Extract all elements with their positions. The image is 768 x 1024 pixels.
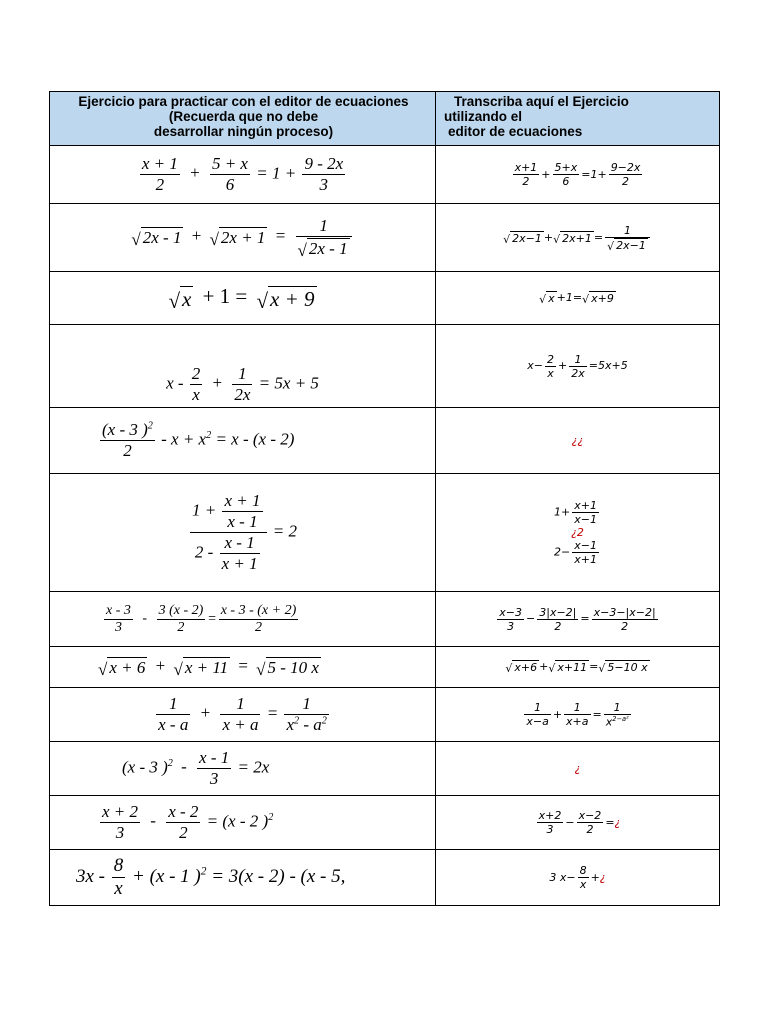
transcribed-equation bbox=[436, 499, 719, 566]
fraction bbox=[284, 694, 328, 735]
term: + (x - 1 ) bbox=[132, 865, 201, 887]
unrecognized-marker: ¿¿ bbox=[571, 434, 584, 447]
numerator: x + 2 bbox=[102, 802, 139, 821]
square-root: √ 5 - 10 x bbox=[256, 657, 319, 679]
fraction bbox=[157, 603, 206, 636]
header-right-line: Transcriba aquí el Ejercicio bbox=[454, 94, 629, 109]
fraction bbox=[605, 224, 650, 252]
numerator: 1 bbox=[319, 216, 328, 236]
exercise-equation bbox=[50, 688, 436, 742]
exercise-equation bbox=[50, 325, 436, 408]
exponent: 2 bbox=[167, 757, 173, 769]
table-row bbox=[50, 850, 720, 906]
square-root: √ x+9 bbox=[582, 292, 614, 306]
header-right bbox=[436, 92, 720, 146]
numerator: 1 bbox=[613, 700, 621, 714]
denominator: 3 bbox=[497, 619, 524, 633]
operator: + bbox=[558, 359, 568, 372]
table-row bbox=[50, 688, 720, 742]
fraction bbox=[545, 353, 556, 380]
radicand: 2x - 1 bbox=[142, 228, 182, 247]
denominator: 6 bbox=[553, 174, 580, 188]
denominator: 2 bbox=[577, 822, 604, 836]
denominator: 6 bbox=[210, 174, 250, 195]
operator: + bbox=[212, 373, 223, 393]
table-header-row bbox=[50, 92, 720, 146]
denominator: 3 bbox=[104, 619, 133, 636]
numerator: x−3−|x−2| bbox=[593, 605, 656, 619]
numerator: 1 bbox=[623, 223, 631, 237]
transcription-cell[interactable] bbox=[436, 474, 720, 592]
term: - x + x bbox=[161, 429, 207, 449]
fraction bbox=[140, 154, 180, 195]
denominator: x bbox=[545, 366, 556, 380]
numerator: x + 1 bbox=[141, 154, 178, 173]
header-left-line: Ejercicio para practicar con el editor de ecuaciones bbox=[78, 94, 409, 109]
fraction bbox=[577, 809, 604, 836]
exercise-equation bbox=[50, 272, 436, 325]
unrecognized-marker: ¿ bbox=[574, 762, 581, 775]
table-row bbox=[50, 272, 720, 325]
transcribed-equation bbox=[522, 700, 632, 729]
denominator: x - a bbox=[158, 715, 189, 734]
numerator: 2 bbox=[547, 352, 555, 366]
transcribed-equation bbox=[503, 223, 652, 253]
exercise-equation bbox=[50, 146, 436, 204]
radicand: x + 6 bbox=[109, 657, 146, 677]
numerator: x + 1 bbox=[224, 491, 261, 510]
operator: - bbox=[142, 611, 148, 627]
denominator bbox=[296, 236, 352, 259]
numerator: 9−2x bbox=[610, 161, 641, 174]
transcribed-equation bbox=[535, 809, 621, 836]
square-root: √ x + 9 bbox=[256, 286, 315, 313]
operator: + bbox=[200, 703, 211, 723]
square-root: √ 2x+1 bbox=[553, 231, 592, 246]
table-row bbox=[50, 408, 720, 474]
exponent: 2 bbox=[294, 715, 300, 727]
denominator: x - 1 bbox=[222, 511, 262, 532]
fraction bbox=[232, 364, 252, 405]
transcription-cell[interactable] bbox=[436, 742, 720, 796]
exercise-equation bbox=[50, 204, 436, 272]
transcription-cell[interactable] bbox=[436, 146, 720, 204]
base: (x - 3 ) bbox=[122, 757, 168, 777]
denominator: x+1 bbox=[574, 553, 597, 566]
numerator: x+2 bbox=[538, 809, 562, 822]
radicand: 2x−1 bbox=[616, 238, 646, 252]
transcribed-equation bbox=[539, 291, 616, 304]
fraction bbox=[220, 533, 260, 574]
radicand: x bbox=[548, 292, 555, 305]
exponent: 2 bbox=[321, 715, 327, 727]
fraction bbox=[604, 701, 631, 729]
exercise-equation bbox=[50, 408, 436, 474]
square-root: √ 2x + 1 bbox=[209, 228, 266, 249]
transcribed-equation bbox=[549, 864, 606, 891]
header-left bbox=[50, 92, 436, 146]
numerator: x−2 bbox=[578, 809, 602, 822]
transcription-cell[interactable] bbox=[436, 647, 720, 688]
square-root: √ x bbox=[539, 292, 555, 306]
fraction bbox=[100, 420, 155, 461]
unrecognized-marker: ¿2 bbox=[571, 526, 584, 539]
table-row bbox=[50, 146, 720, 204]
radicand: x + 11 bbox=[184, 657, 229, 677]
fraction bbox=[569, 353, 587, 380]
denominator: 2x bbox=[234, 385, 251, 404]
unrecognized-marker: ¿ bbox=[599, 870, 606, 884]
fraction bbox=[578, 864, 589, 891]
operator: + bbox=[190, 163, 200, 183]
operator: = bbox=[275, 226, 286, 246]
numerator: x+1 bbox=[574, 499, 597, 512]
radicand: 2x−1 bbox=[512, 231, 542, 245]
operator: + bbox=[155, 656, 166, 676]
operator: - bbox=[150, 811, 156, 831]
transcription-cell[interactable] bbox=[436, 850, 720, 906]
transcribed-equation bbox=[495, 605, 659, 633]
fraction bbox=[222, 491, 262, 532]
compound-fraction bbox=[190, 491, 267, 574]
denominator bbox=[605, 237, 650, 252]
exponent: 2 bbox=[200, 865, 207, 878]
equals-part: = (x - 2 ) bbox=[206, 811, 269, 831]
term: - a bbox=[303, 715, 322, 734]
denominator: 2 bbox=[140, 174, 180, 195]
operator: − bbox=[565, 815, 575, 829]
square-root: √ x bbox=[168, 286, 192, 313]
transcribed-equation bbox=[505, 660, 649, 673]
transcription-cell[interactable] bbox=[436, 272, 720, 325]
base: (x - 3 ) bbox=[102, 420, 148, 439]
square-root: √ 2x - 1 bbox=[131, 228, 182, 249]
operator: + bbox=[590, 870, 600, 884]
term: 1 + bbox=[192, 500, 217, 520]
operator: = bbox=[592, 707, 602, 721]
fraction bbox=[100, 802, 140, 843]
square-root: √ x + 6 bbox=[98, 657, 146, 679]
denominator: 2 bbox=[592, 619, 658, 633]
fraction bbox=[497, 606, 524, 633]
operator: + bbox=[543, 230, 554, 244]
square-root: √ x+11 bbox=[548, 661, 588, 675]
term: 2 - bbox=[194, 542, 214, 562]
transcription-cell[interactable] bbox=[436, 408, 720, 474]
operator: - bbox=[181, 757, 187, 777]
denominator: x + 1 bbox=[221, 554, 258, 573]
operator: + bbox=[191, 226, 202, 246]
operator: + bbox=[541, 167, 551, 181]
denominator: 2 bbox=[219, 619, 299, 636]
exercise-equation bbox=[50, 796, 436, 850]
table-row bbox=[50, 204, 720, 272]
fraction bbox=[537, 606, 578, 633]
numerator: 1 bbox=[534, 701, 542, 714]
equals-part: = 3(x - 2) - (x - 5, bbox=[211, 865, 346, 887]
numerator: x−3 bbox=[499, 605, 523, 619]
operator: − bbox=[526, 612, 536, 625]
base: x bbox=[605, 715, 613, 729]
denominator bbox=[190, 532, 267, 574]
fraction bbox=[219, 603, 299, 636]
operator: + bbox=[539, 660, 549, 673]
header-right-line: editor de ecuaciones bbox=[448, 124, 583, 139]
radicand: x+6 bbox=[514, 661, 538, 674]
fraction bbox=[104, 603, 133, 636]
fraction bbox=[609, 161, 643, 188]
denominator: 2x bbox=[571, 366, 585, 380]
square-root: √ 5−10 x bbox=[598, 661, 648, 675]
radicand: x+11 bbox=[557, 661, 588, 674]
denominator: x bbox=[112, 877, 126, 900]
denominator: x+a bbox=[566, 715, 589, 728]
equals-part: =1+ bbox=[581, 167, 607, 181]
numerator bbox=[190, 491, 267, 532]
table-row bbox=[50, 325, 720, 408]
exercise-equation bbox=[50, 742, 436, 796]
term: 3 x− bbox=[549, 870, 576, 884]
denominator: 3 bbox=[537, 822, 564, 836]
transcription-cell[interactable] bbox=[436, 204, 720, 272]
numerator: 1 bbox=[236, 694, 245, 713]
radicand: 5−10 x bbox=[607, 661, 648, 674]
transcription-cell[interactable] bbox=[436, 325, 720, 408]
fraction bbox=[572, 499, 599, 526]
equals-part: =5x+5 bbox=[588, 359, 628, 372]
square-root: √ x + 11 bbox=[173, 657, 229, 679]
term: x - bbox=[166, 373, 184, 393]
equals-part: = 2 bbox=[272, 521, 297, 541]
denominator: x bbox=[578, 877, 589, 891]
transcription-cell[interactable] bbox=[436, 592, 720, 647]
denominator bbox=[284, 714, 328, 735]
radicand: 2x - 1 bbox=[308, 238, 348, 258]
radicand: 2x + 1 bbox=[220, 228, 266, 247]
exercise-equation bbox=[50, 647, 436, 688]
numerator: 5 + x bbox=[211, 154, 248, 173]
denominator: 2 bbox=[157, 619, 206, 636]
exercise-equation bbox=[50, 592, 436, 647]
term: x− bbox=[527, 359, 544, 372]
denominator bbox=[604, 714, 631, 729]
denominator: 3 bbox=[302, 174, 345, 195]
denominator: x−a bbox=[526, 715, 549, 728]
square-root: √ 2x - 1 bbox=[297, 238, 348, 260]
table-row bbox=[50, 796, 720, 850]
exercise-table bbox=[49, 91, 720, 906]
equals-part: = 5x + 5 bbox=[258, 373, 319, 393]
header-right-line: utilizando el bbox=[444, 109, 523, 124]
exercise-equation bbox=[50, 850, 436, 906]
operator: = bbox=[593, 230, 604, 244]
term: 3x - bbox=[76, 865, 106, 887]
operator: = bbox=[580, 612, 590, 625]
numerator: 1 bbox=[574, 352, 582, 366]
numerator: 1 bbox=[573, 701, 581, 714]
table-row bbox=[50, 592, 720, 647]
numerator: 1 bbox=[168, 694, 178, 713]
operator: + bbox=[552, 707, 563, 721]
numerator: 1 bbox=[302, 694, 311, 713]
fraction bbox=[302, 154, 345, 195]
exponent: 2−a² bbox=[612, 714, 629, 723]
numerator: 8 bbox=[113, 855, 124, 876]
numerator: x - 1 bbox=[199, 748, 230, 767]
operator: = bbox=[266, 703, 279, 723]
fraction bbox=[190, 364, 203, 405]
numerator: 1 bbox=[238, 364, 247, 383]
square-root: √ x+6 bbox=[505, 661, 538, 675]
denominator: 2 bbox=[609, 174, 643, 188]
table-row bbox=[50, 742, 720, 796]
numerator: x - 1 bbox=[224, 533, 255, 552]
numerator: 3|x−2| bbox=[539, 605, 577, 619]
fraction bbox=[197, 748, 231, 789]
fraction bbox=[572, 539, 599, 566]
numerator: x - 2 bbox=[168, 802, 199, 821]
fraction bbox=[564, 701, 590, 728]
denominator: 2 bbox=[166, 822, 200, 843]
fraction bbox=[524, 701, 550, 728]
term: 1+ bbox=[554, 505, 571, 519]
square-root: √ 2x−1 bbox=[503, 231, 542, 246]
header-left-line: (Recuerda que no debe bbox=[168, 109, 319, 124]
numerator: x - 3 bbox=[106, 602, 131, 618]
fraction bbox=[112, 855, 126, 900]
operator: +1= bbox=[556, 291, 583, 304]
numerator: 5+x bbox=[554, 161, 578, 174]
numerator: x−1 bbox=[574, 539, 597, 552]
denominator: x + a bbox=[222, 715, 259, 734]
exponent: 2 bbox=[268, 811, 274, 823]
radicand: x+9 bbox=[591, 292, 614, 305]
numerator: 8 bbox=[579, 864, 587, 877]
unrecognized-marker: ¿ bbox=[614, 815, 621, 829]
equals-part: = 2x bbox=[237, 757, 270, 777]
fraction bbox=[166, 802, 200, 843]
fraction bbox=[592, 606, 658, 633]
denominator: x−1 bbox=[574, 513, 597, 526]
fraction bbox=[156, 694, 190, 735]
denominator: 3 bbox=[197, 768, 231, 789]
fraction bbox=[296, 216, 352, 259]
radicand: x bbox=[181, 286, 192, 311]
table-row bbox=[50, 474, 720, 592]
radicand: x + 9 bbox=[270, 286, 315, 311]
operator: = bbox=[605, 815, 615, 829]
transcribed-equation bbox=[527, 352, 628, 380]
radicand: 5 - 10 x bbox=[267, 657, 319, 677]
transcribed-equation bbox=[511, 161, 645, 188]
base: x bbox=[286, 715, 294, 734]
fraction bbox=[553, 161, 580, 188]
transcription-cell[interactable] bbox=[436, 796, 720, 850]
fraction bbox=[537, 809, 564, 836]
fraction bbox=[220, 694, 260, 735]
operator: + 1 = bbox=[202, 284, 248, 309]
operator: = bbox=[238, 656, 248, 676]
denominator: 2 bbox=[537, 619, 578, 633]
denominator: 2 bbox=[100, 440, 155, 461]
numerator: x - 3 - (x + 2) bbox=[220, 602, 297, 618]
fraction bbox=[210, 154, 250, 195]
fraction bbox=[513, 161, 540, 188]
numerator: 3 (x - 2) bbox=[158, 602, 204, 618]
exercise-equation bbox=[50, 474, 436, 592]
square-root: √ 2x−1 bbox=[607, 238, 646, 253]
denominator: 2 bbox=[513, 174, 540, 188]
equation-line bbox=[436, 499, 719, 526]
equals-part: = x - (x - 2) bbox=[215, 429, 295, 449]
header-left-line: desarrollar ningún proceso) bbox=[153, 124, 334, 139]
denominator: 3 bbox=[100, 822, 140, 843]
table-row bbox=[50, 647, 720, 688]
operator: = bbox=[207, 611, 217, 627]
equation-line bbox=[436, 539, 719, 566]
transcription-cell[interactable] bbox=[436, 688, 720, 742]
equals-part: = 1 + bbox=[256, 163, 297, 183]
exponent: 2 bbox=[147, 420, 153, 432]
operator: = bbox=[589, 660, 599, 673]
numerator: 9 - 2x bbox=[304, 154, 344, 173]
exponent: 2 bbox=[206, 429, 212, 441]
term: 2− bbox=[554, 545, 571, 559]
numerator: x+1 bbox=[514, 161, 538, 174]
numerator: 2 bbox=[191, 364, 201, 383]
denominator: x bbox=[190, 384, 203, 405]
numerator bbox=[100, 420, 155, 440]
radicand: 2x+1 bbox=[562, 231, 592, 245]
